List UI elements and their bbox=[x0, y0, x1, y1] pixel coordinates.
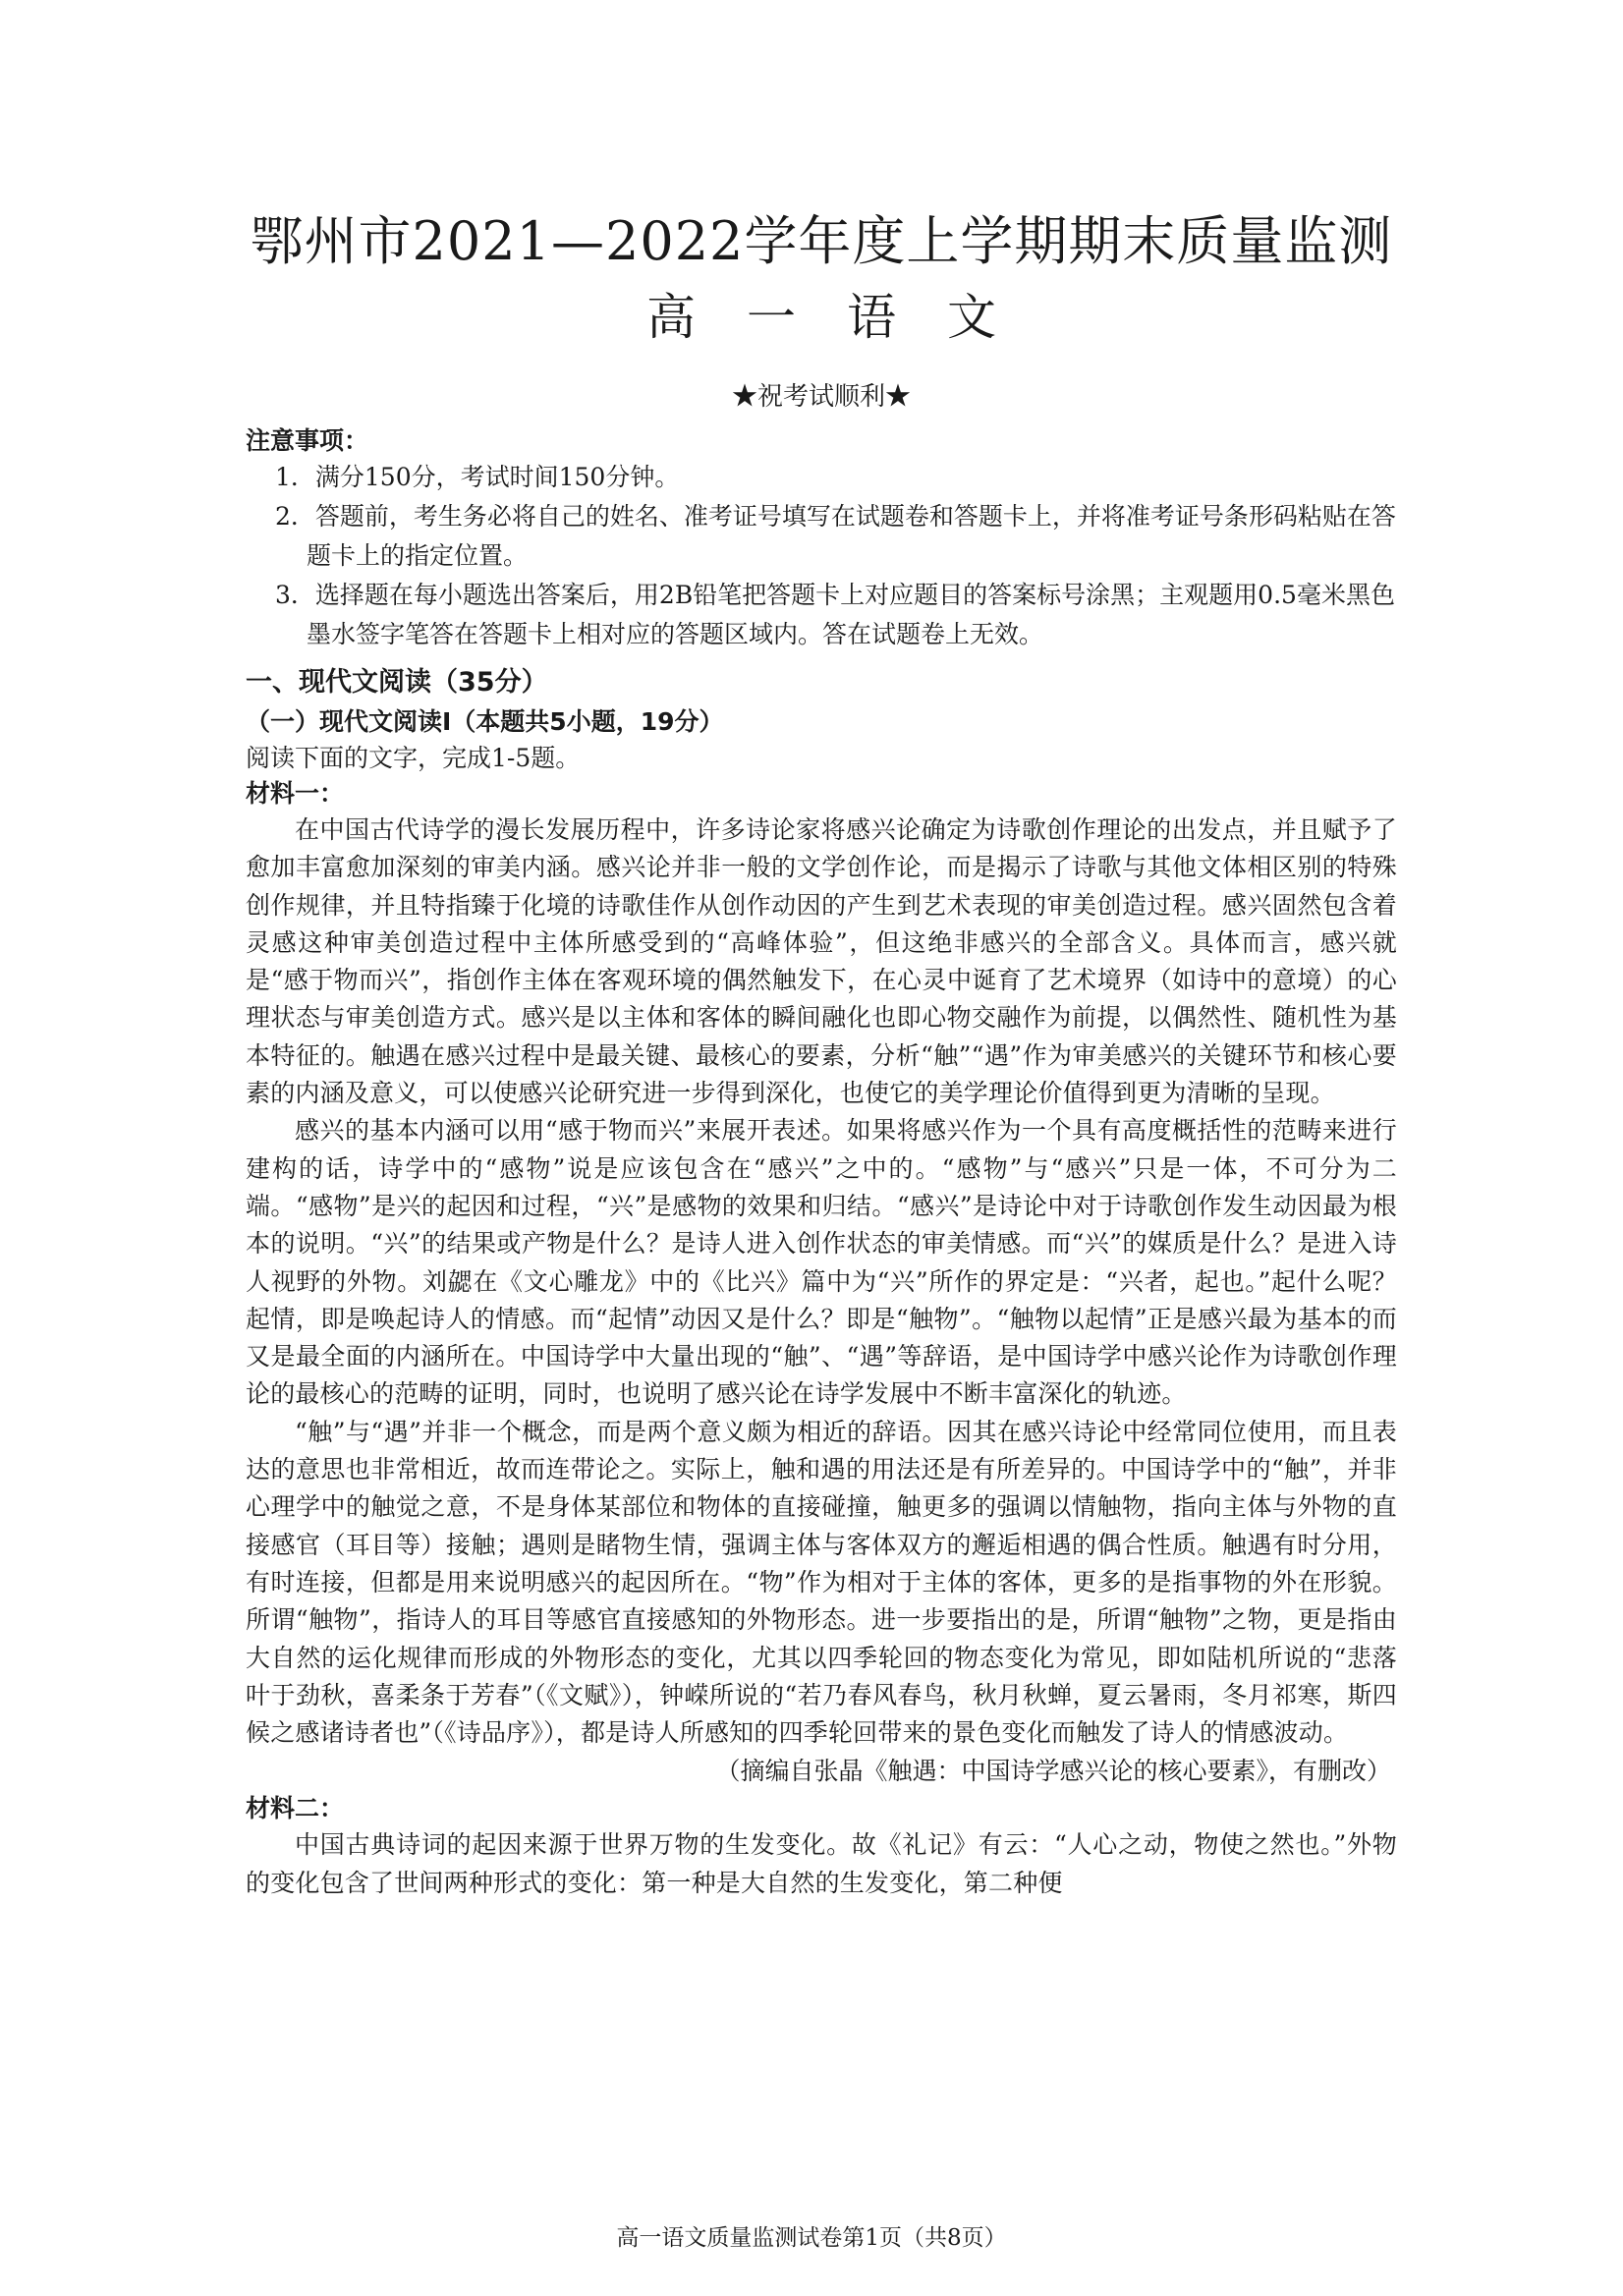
material-one-source: （摘编自张晶《触遇：中国诗学感兴论的核心要素》，有删改） bbox=[715, 1757, 1391, 1786]
material-one-paragraph-2: 感兴的基本内涵可以用“感于物而兴”来展开表述。如果将感兴作为一个具有高度概括性的范畴来进行建构的话，诗学中的“感物”说是应该包含在“感兴”之中的。“感物”与“感兴”只是一体，不可分为二端。“感物”是兴的起因和过程，“兴”是感物的效果和归结。“感兴”是诗论中对于诗歌创作发生动因最为根本的说明。“兴”的结果或产物是什么？是诗人进入创作状态的审美情感。而“兴”的媒质是什么？是进入诗人视野的外物。刘勰在《文心雕龙》中的《比兴》篇中为“兴”所作的界定是：“兴者，起也。”起什么呢？起情，即是唤起诗人的情感。而“起情”动因又是什么？即是“触物”。“触物以起情”正是感兴最为基本的而又是最全面的内涵所在。中国诗学中大量出现的“触”、“遇”等辞语，是中国诗学中感兴论作为诗歌创作理论的最核心的范畴的证明，同时，也说明了感兴论在诗学发展中不断丰富深化的轨迹。 bbox=[246, 1116, 1397, 1409]
notes-block bbox=[246, 424, 1397, 654]
exam-title: 鄂州市2021—2022学年度上学期期末质量监测 bbox=[250, 210, 1393, 272]
reading-instruction: 阅读下面的文字，完成1-5题。 bbox=[246, 744, 581, 772]
good-luck-banner: ★祝考试顺利★ bbox=[731, 382, 911, 412]
section-title: 一、现代文阅读（35分） bbox=[246, 667, 548, 698]
material-two-paragraph-1: 中国古典诗词的起因来源于世界万物的生发变化。故《礼记》有云：“人心之动，物使之然也。”外物的变化包含了世间两种形式的变化：第一种是大自然的生发变化，第二种便 bbox=[246, 1830, 1397, 1897]
page-footer: 高一语文质量监测试卷第1页（共8页） bbox=[616, 2225, 1007, 2251]
material-two bbox=[246, 1791, 1397, 1902]
material-one-paragraph-3: “触”与“遇”并非一个概念，而是两个意义颇为相近的辞语。因其在感兴诗论中经常同位使用，而且表达的意思也非常相近，故而连带论之。实际上，触和遇的用法还是有所差异的。中国诗学中的“触”，并非心理学中的触觉之意，不是身体某部位和物体的直接碰撞，触更多的强调以情触物，指向主体与外物的直接感官（耳目等）接触；遇则是睹物生情，强调主体与客体双方的邂逅相遇的偶合性质。触遇有时分用，有时连接，但都是用来说明感兴的起因所在。“物”作为相对于主体的客体，更多的是指事物的外在形貌。所谓“触物”，指诗人的耳目等感官直接感知的外物形态。进一步要指出的是，所谓“触物”之物，更是指由大自然的运化规律而形成的外物形态的变化，尤其以四季轮回的物态变化为常见，即如陆机所说的“悲落叶于劲秋，喜柔条于芳春”（《文赋》），钟嵘所说的“若乃春风春鸟，秋月秋蝉，夏云暑雨，冬月祁寒，斯四候之感诸诗者也”（《诗品序》），都是诗人所感知的四季轮回带来的景色变化而触发了诗人的情感波动。 bbox=[246, 1417, 1397, 1748]
exam-subject: 高一语文 bbox=[646, 289, 1047, 346]
subsection-title: （一）现代文阅读Ⅰ（本题共5小题，19分） bbox=[246, 707, 724, 736]
material-two-title: 材料二： bbox=[246, 1794, 345, 1823]
note-item-1: 1．满分150分，考试时间150分钟。 bbox=[275, 463, 680, 491]
notes-title: 注意事项： bbox=[246, 426, 369, 455]
material-one-title: 材料一： bbox=[246, 779, 345, 808]
material-one bbox=[246, 776, 1397, 1791]
note-item-3: 3．选择题在每小题选出答案后，用2B铅笔把答题卡上对应题目的答案标号涂黑；主观题用0.5毫米黑色墨水签字笔答在答题卡上相对应的答题区域内。答在试题卷上无效。 bbox=[275, 581, 1395, 648]
material-one-paragraph-1: 在中国古代诗学的漫长发展历程中，许多诗论家将感兴论确定为诗歌创作理论的出发点，并且赋予了愈加丰富愈加深刻的审美内涵。感兴论并非一般的文学创作论，而是揭示了诗歌与其他文体相区别的特殊创作规律，并且特指臻于化境的诗歌佳作从创作动因的产生到艺术表现的审美创造过程。感兴固然包含着灵感这种审美创造过程中主体所感受到的“高峰体验”，但这绝非感兴的全部含义。具体而言，感兴就是“感于物而兴”，指创作主体在客观环境的偶然触发下，在心灵中诞育了艺术境界（如诗中的意境）的心理状态与审美创造方式。感兴是以主体和客体的瞬间融化也即心物交融作为前提，以偶然性、随机性为基本特征的。触遇在感兴过程中是最关键、最核心的要素，分析“触”“遇”作为审美感兴的关键环节和核心要素的内涵及意义，可以使感兴论研究进一步得到深化，也使它的美学理论价值得到更为清晰的呈现。 bbox=[246, 815, 1397, 1108]
note-item-2: 2．答题前，考生务必将自己的姓名、准考证号填写在试题卷和答题卡上，并将准考证号条形码粘贴在答题卡上的指定位置。 bbox=[275, 502, 1396, 570]
